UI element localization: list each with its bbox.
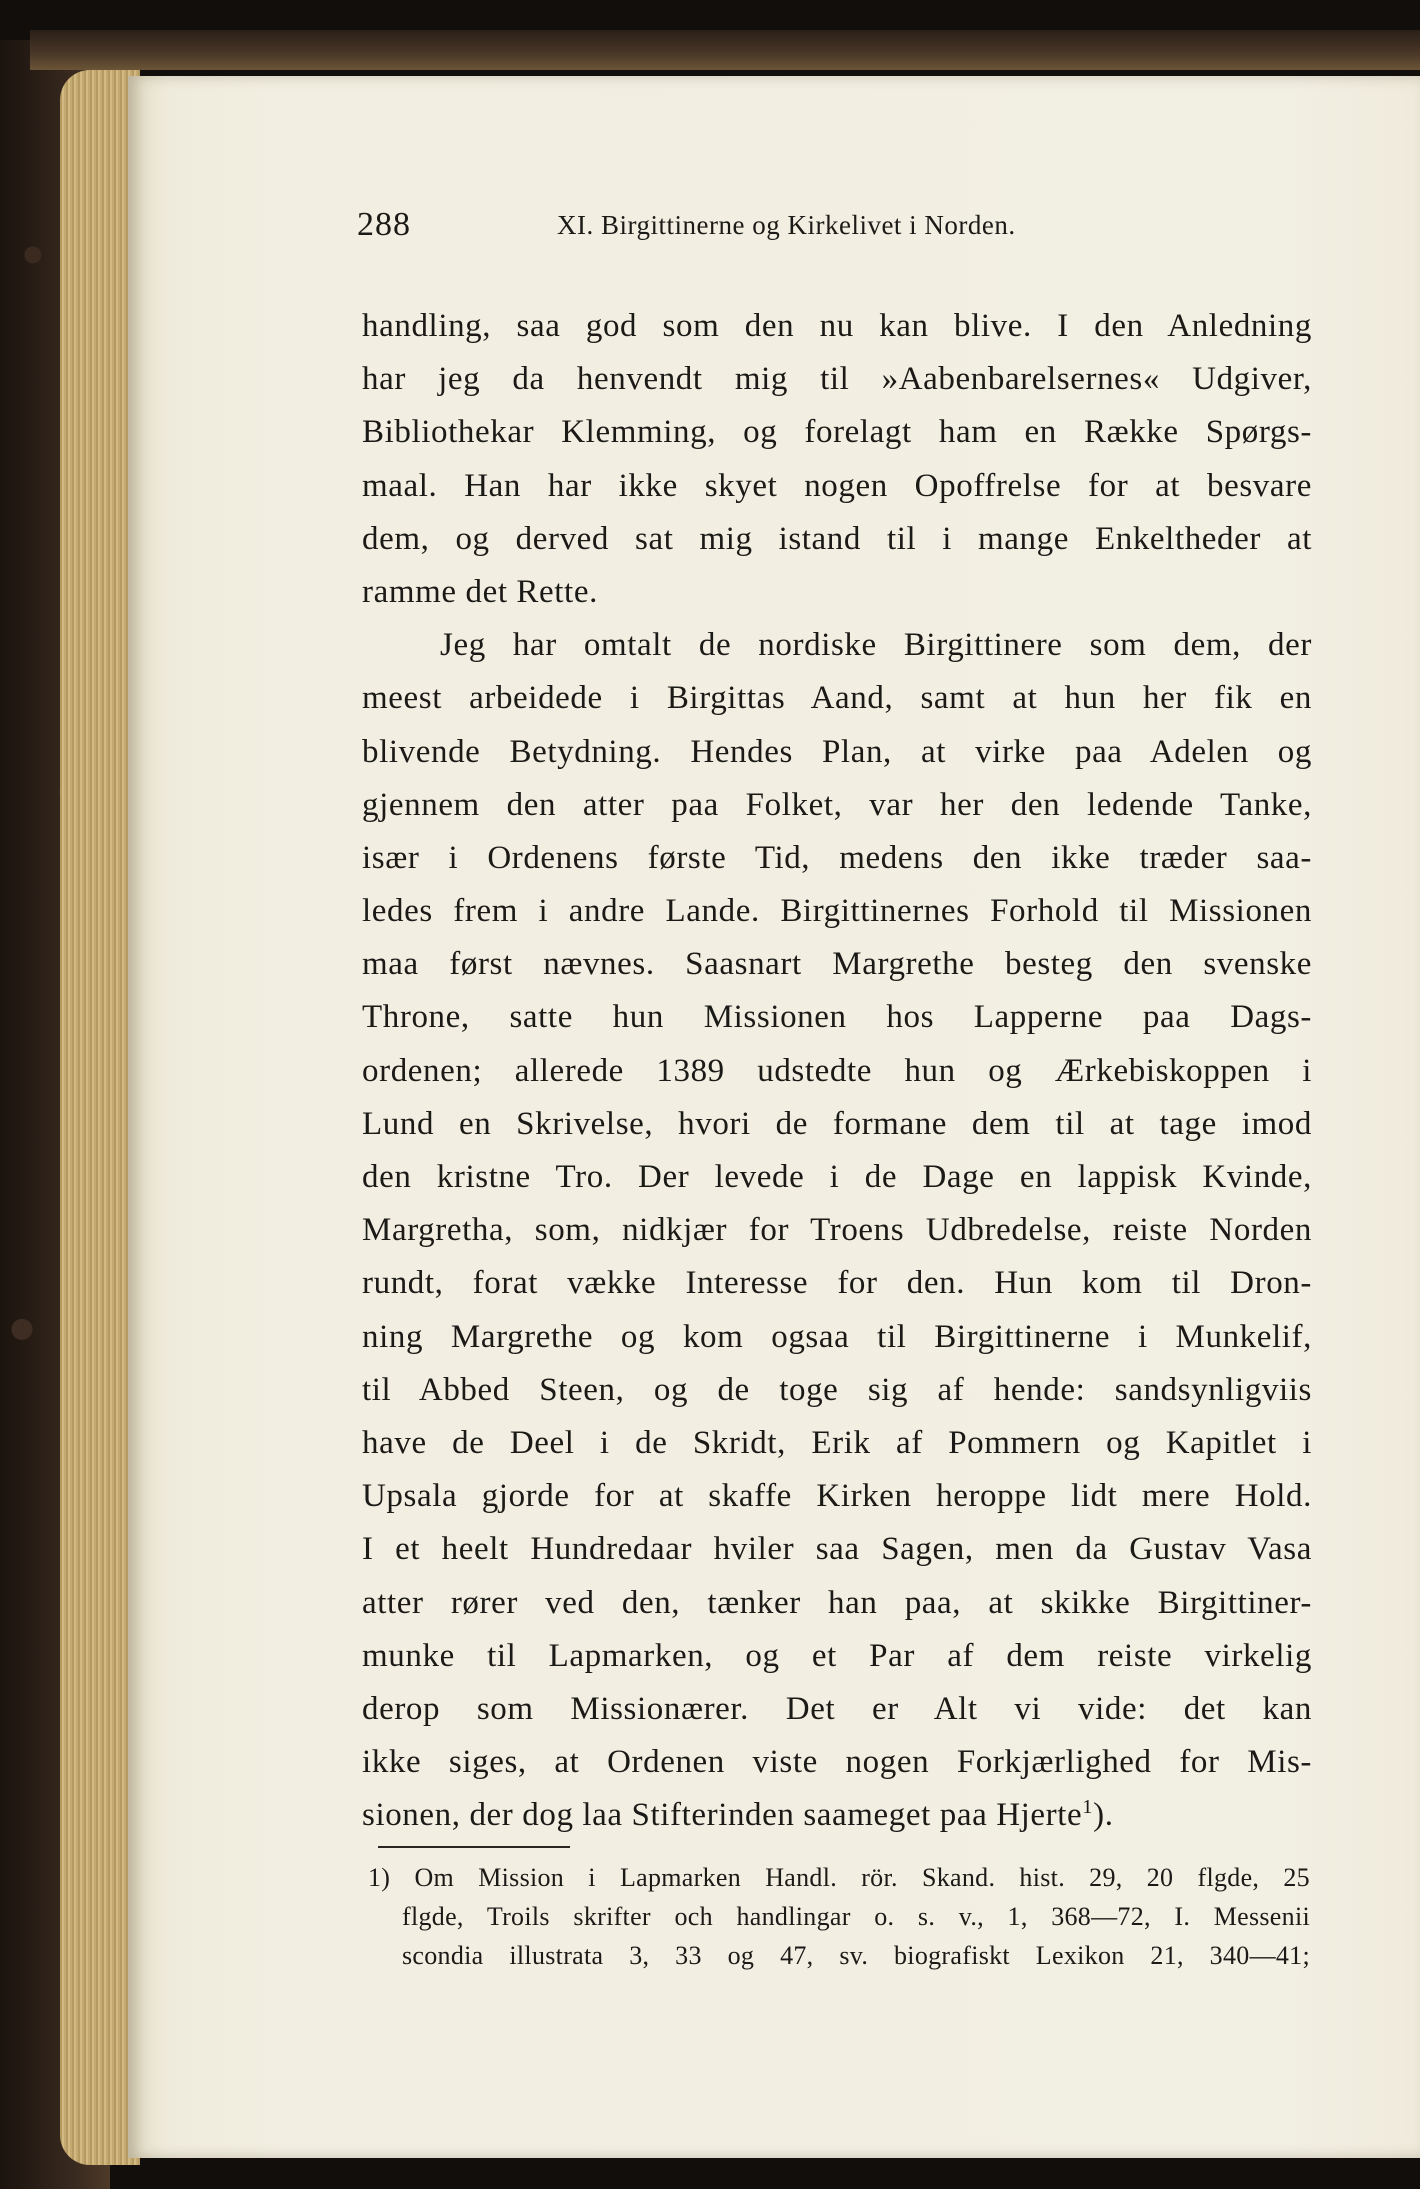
footnotes	[368, 1858, 1310, 1975]
text-line: handling, saa god som den nu kan blive. I den Anledning	[362, 308, 1312, 344]
running-head: XI. Birgittinerne og Kirkelivet i Norden.	[557, 210, 1016, 240]
text-line: Upsala gjorde for at skaffe Kirken heroppe lidt mere Hold.	[362, 1478, 1312, 1515]
text-line: I et heelt Hundredaar hviler saa Sagen, men da Gustav Vasa	[362, 1531, 1312, 1568]
footnote-line: scondia illustrata 3, 33 og 47, sv. biografiskt Lexikon 21, 340—41;	[402, 1941, 1310, 1970]
text-line: ramme det Rette.	[362, 573, 598, 610]
text-line: Bibliothekar Klemming, og forelagt ham en Række Spørgs-	[362, 414, 1312, 451]
book-cover-top-edge	[30, 30, 1420, 70]
text-line: maa først nævnes. Saasnart Margrethe besteg den svenske	[362, 946, 1312, 983]
text-line: meest arbeidede i Birgittas Aand, samt at hun her fik en	[362, 680, 1312, 717]
text-line: har jeg da henvendt mig til »Aabenbarelsernes« Udgiver,	[362, 361, 1312, 398]
text-line: ordenen; allerede 1389 udstedte hun og Ærkebiskoppen i	[362, 1052, 1312, 1089]
text-line-final	[362, 1789, 1312, 1842]
footnote-marker: 1)	[368, 1863, 391, 1892]
footnote-line: flgde, Troils skrifter och handlingar o. s. v., 1, 368—72, I. Messenii	[402, 1902, 1310, 1931]
footnote-line	[368, 1858, 1310, 1897]
footnote-reference-close: ).	[1093, 1797, 1114, 1834]
text-line-content: sionen, der dog laa Stifterinden saameget paa Hjerte	[362, 1797, 1083, 1834]
text-line: ikke siges, at Ordenen viste nogen Forkjærlighed for Mis-	[362, 1744, 1312, 1781]
body-text	[362, 300, 1312, 1842]
text-line: maal. Han har ikke skyet nogen Opoffrelse for at besvare	[362, 467, 1312, 504]
text-line: munke til Lapmarken, og et Par af dem reiste virkelig	[362, 1637, 1312, 1674]
text-line: ning Margrethe og kom ogsaa til Birgittinerne i Munkelif,	[362, 1318, 1312, 1355]
page-number: 288	[357, 206, 411, 243]
text-line: til Abbed Steen, og de toge sig af hende: sandsynligviis	[362, 1371, 1312, 1408]
text-line: den kristne Tro. Der levede i de Dage en lappisk Kvinde,	[362, 1159, 1312, 1195]
text-line: blivende Betydning. Hendes Plan, at virke paa Adelen og	[362, 733, 1312, 770]
footnote-reference: 1	[1082, 1796, 1094, 1819]
text-line: Lund en Skrivelse, hvori de formane dem til at tage imod	[362, 1105, 1312, 1142]
text-line: ledes frem i andre Lande. Birgittinernes Forhold til Missionen	[362, 893, 1312, 930]
footnote-text: Om Mission i Lapmarken Handl. rör. Skand. hist. 29, 20 flgde, 25	[414, 1863, 1310, 1892]
text-line: især i Ordenens første Tid, medens den ikke træder saa-	[362, 839, 1312, 876]
text-line: rundt, forat vække Interesse for den. Hun kom til Dron-	[362, 1265, 1312, 1302]
text-line: Throne, satte hun Missionen hos Lapperne paa Dags-	[362, 999, 1312, 1036]
text-line: derop som Missionærer. Det er Alt vi vide: det kan	[362, 1690, 1312, 1727]
page-header	[357, 206, 1157, 250]
text-line: atter rører ved den, tænker han paa, at skikke Birgittiner-	[362, 1584, 1312, 1621]
text-line: gjennem den atter paa Folket, var her den ledende Tanke,	[362, 786, 1312, 823]
text-line: Margretha, som, nidkjær for Troens Udbredelse, reiste Norden	[362, 1212, 1312, 1249]
footnote-divider	[378, 1846, 570, 1848]
text-line: dem, og derved sat mig istand til i mange Enkeltheder at	[362, 520, 1312, 557]
text-line: have de Deel i de Skridt, Erik af Pommern og Kapitlet i	[362, 1424, 1312, 1461]
text-line: Jeg har omtalt de nordiske Birgittinere som dem, der	[440, 627, 1312, 664]
